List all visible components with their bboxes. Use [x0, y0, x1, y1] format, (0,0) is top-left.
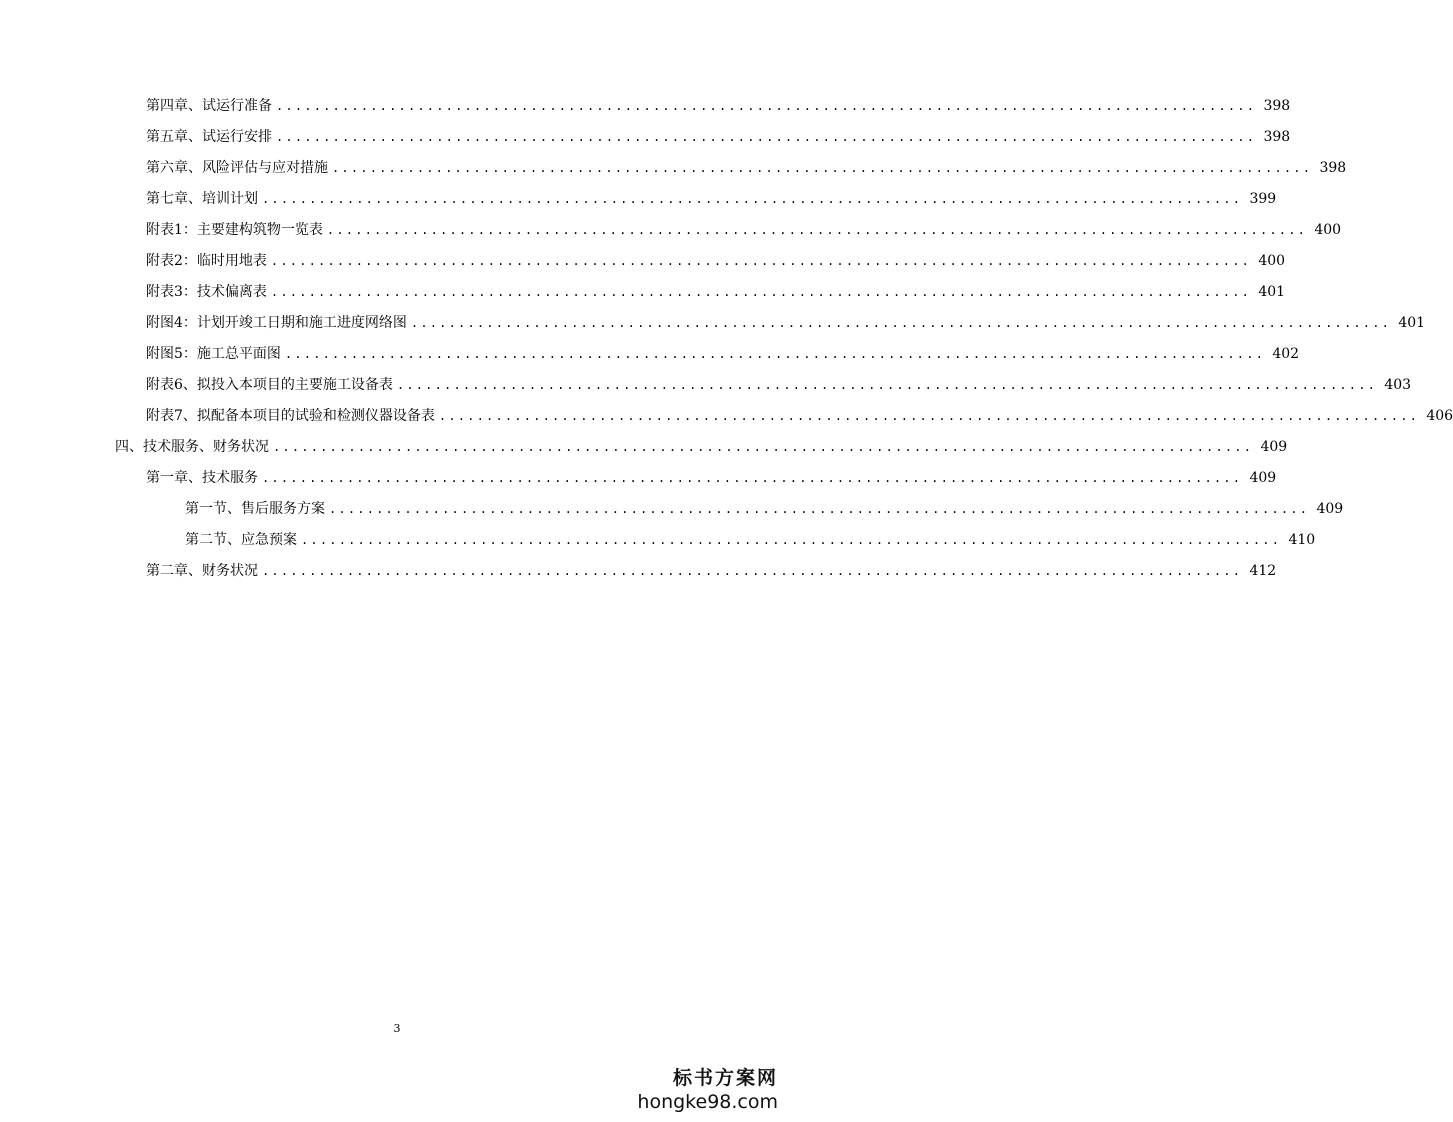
toc-entry-label: 附表6、拟投入本项目的主要施工设备表: [146, 377, 393, 393]
toc-entry-page: 403: [1384, 377, 1412, 393]
toc-leader-dots: ........................................................................................................: [270, 254, 1252, 268]
toc-entry-page: 400: [1258, 253, 1286, 269]
toc-entry-page: 412: [1249, 563, 1277, 579]
toc-entry[interactable]: [115, 436, 1288, 458]
toc-entry-label: 附表7、拟配备本项目的试验和检测仪器设备表: [146, 408, 435, 424]
toc-entry-label: 第一章、技术服务: [146, 470, 258, 486]
toc-entry-label: 第二章、财务状况: [146, 563, 258, 579]
toc-entry[interactable]: [185, 498, 1344, 520]
watermark-url: hongke98.com: [637, 1091, 778, 1113]
toc-entry-page: 398: [1263, 129, 1291, 145]
toc-entry[interactable]: [185, 529, 1316, 551]
toc-entry[interactable]: [146, 405, 1453, 427]
toc-entry-page: 398: [1263, 98, 1291, 114]
toc-entry[interactable]: [146, 219, 1342, 241]
toc-entry-label: 第五章、试运行安排: [146, 129, 272, 145]
toc-leader-dots: ........................................................................................................: [410, 316, 1392, 330]
toc-leader-dots: ........................................................................................................: [273, 440, 1254, 454]
toc-entry-label: 第四章、试运行准备: [146, 98, 272, 114]
toc-leader-dots: ........................................................................................................: [276, 130, 1257, 144]
toc-entry-label: 附图5：施工总平面图: [146, 346, 281, 362]
toc-entry[interactable]: [146, 560, 1277, 582]
site-watermark: [618, 1066, 778, 1114]
toc-entry[interactable]: [146, 312, 1426, 334]
toc-entry-label: 附图4：计划开竣工日期和施工进度网络图: [146, 315, 407, 331]
toc-leader-dots: ........................................................................................................: [396, 378, 1378, 392]
toc-leader-dots: ........................................................................................................: [284, 347, 1266, 361]
toc-entry-page: 399: [1249, 191, 1277, 207]
toc-leader-dots: ........................................................................................................: [262, 564, 1243, 578]
watermark-name: 标书方案网: [672, 1067, 778, 1089]
toc-entry[interactable]: [146, 467, 1277, 489]
toc-leader-dots: ........................................................................................................: [329, 502, 1310, 516]
toc-entry-page: 398: [1319, 160, 1347, 176]
toc-leader-dots: ........................................................................................................: [332, 161, 1313, 175]
toc-entry-page: 409: [1260, 439, 1288, 455]
toc-leader-dots: ........................................................................................................: [270, 285, 1252, 299]
toc-entry[interactable]: [146, 95, 1291, 117]
toc-entry[interactable]: [146, 281, 1286, 303]
toc-entry[interactable]: [146, 126, 1291, 148]
toc-entry-label: 四、技术服务、财务状况: [115, 439, 269, 455]
toc-entry-label: 第二节、应急预案: [185, 532, 297, 548]
toc-leader-dots: ........................................................................................................: [438, 409, 1420, 423]
toc-entry-page: 410: [1288, 532, 1316, 548]
toc-entry-page: 406: [1426, 408, 1453, 424]
toc-entry-page: 401: [1398, 315, 1426, 331]
toc-entry-label: 附表2：临时用地表: [146, 253, 267, 269]
toc-entry-label: 第七章、培训计划: [146, 191, 258, 207]
toc-entry-page: 401: [1258, 284, 1286, 300]
toc-entry-label: 附表1：主要建构筑物一览表: [146, 222, 323, 238]
toc-entry[interactable]: [146, 343, 1300, 365]
toc-entry-label: 附表3：技术偏离表: [146, 284, 267, 300]
toc-entry[interactable]: [146, 250, 1286, 272]
toc-leader-dots: ........................................................................................................: [262, 471, 1243, 485]
toc-entry-page: 402: [1272, 346, 1300, 362]
toc-entry[interactable]: [146, 157, 1347, 179]
toc-leader-dots: ........................................................................................................: [301, 533, 1282, 547]
toc-leader-dots: ........................................................................................................: [276, 99, 1257, 113]
toc-entry-page: 409: [1249, 470, 1277, 486]
toc-entry-label: 第六章、风险评估与应对措施: [146, 160, 328, 176]
toc-leader-dots: ........................................................................................................: [326, 223, 1308, 237]
page-number: 3: [393, 1022, 401, 1035]
toc-entry[interactable]: [146, 374, 1412, 396]
toc-entry-page: 409: [1316, 501, 1344, 517]
toc-leader-dots: ........................................................................................................: [262, 192, 1243, 206]
toc-entry-page: 400: [1314, 222, 1342, 238]
toc-entry-label: 第一节、售后服务方案: [185, 501, 325, 517]
toc-entry[interactable]: [146, 188, 1277, 210]
